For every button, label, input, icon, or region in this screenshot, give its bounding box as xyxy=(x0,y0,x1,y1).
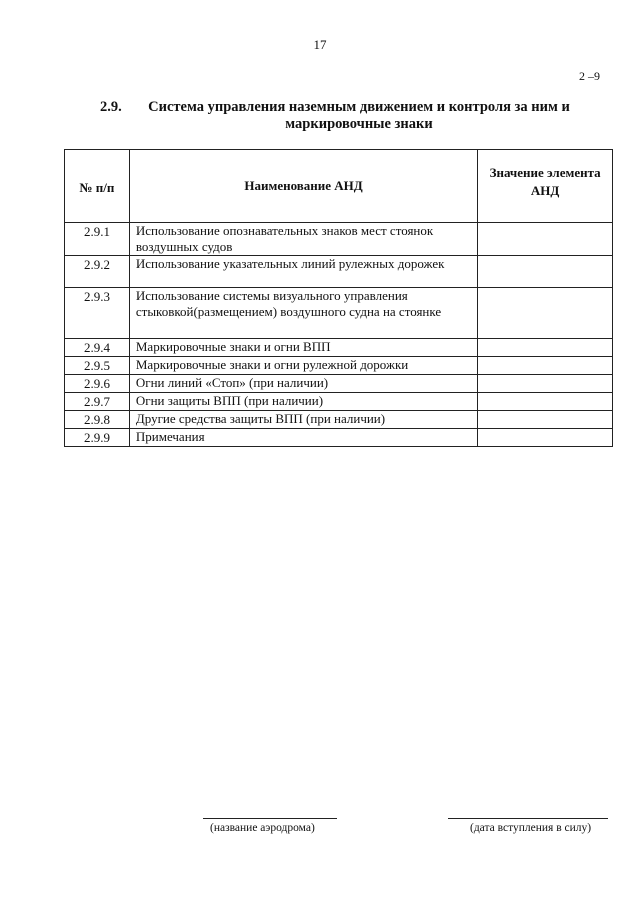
row-name: Маркировочные знаки и огни рулежной дорожки xyxy=(129,357,477,375)
row-name: Огни защиты ВПП (при наличии) xyxy=(129,393,477,411)
section-number: 2.9. xyxy=(100,99,122,115)
effective-date-label: (дата вступления в силу) xyxy=(470,822,592,834)
row-number: 2.9.5 xyxy=(65,357,130,375)
row-value xyxy=(478,429,613,447)
row-number: 2.9.7 xyxy=(65,393,130,411)
table-row xyxy=(65,429,613,447)
table-row xyxy=(65,223,613,256)
row-value xyxy=(478,339,613,357)
row-number: 2.9.6 xyxy=(65,375,130,393)
aerodrome-label: (название аэродрома) xyxy=(210,822,315,834)
row-number: 2.9.2 xyxy=(65,256,130,288)
row-value xyxy=(478,256,613,288)
section-heading xyxy=(100,99,590,133)
row-name: Огни линий «Стоп» (при наличии) xyxy=(129,375,477,393)
aerodrome-signature-line xyxy=(203,818,337,819)
row-value xyxy=(478,411,613,429)
table-row xyxy=(65,393,613,411)
table-row xyxy=(65,411,613,429)
row-number: 2.9.1 xyxy=(65,223,130,256)
table-row xyxy=(65,339,613,357)
header-name: Наименование АНД xyxy=(129,150,477,223)
section-title: Система управления наземным движением и контроля за ним и маркировочные знаки xyxy=(148,99,570,132)
row-number: 2.9.4 xyxy=(65,339,130,357)
header-number: № п/п xyxy=(65,150,130,223)
row-number: 2.9.3 xyxy=(65,288,130,339)
row-name: Использование опознавательных знаков мест стоянок воздушных судов xyxy=(129,223,477,256)
row-value xyxy=(478,223,613,256)
table-row xyxy=(65,375,613,393)
row-name: Другие средства защиты ВПП (при наличии) xyxy=(129,411,477,429)
row-name: Использование указательных линий рулежных дорожек xyxy=(129,256,477,288)
row-value xyxy=(478,288,613,339)
row-name: Маркировочные знаки и огни ВПП xyxy=(129,339,477,357)
page-number: 17 xyxy=(313,37,327,52)
table-row xyxy=(65,357,613,375)
row-value xyxy=(478,375,613,393)
row-number: 2.9.8 xyxy=(65,411,130,429)
table-header-row xyxy=(65,150,613,223)
page-code: 2 –9 xyxy=(579,69,600,83)
date-signature-line xyxy=(448,818,608,819)
table-row xyxy=(65,256,613,288)
header-value: Значение элемента АНД xyxy=(478,150,613,223)
row-name: Использование системы визуального управления стыковкой(размещением) воздушного судна на стоянке xyxy=(129,288,477,339)
row-value xyxy=(478,393,613,411)
row-name: Примечания xyxy=(129,429,477,447)
table-row xyxy=(65,288,613,339)
and-table xyxy=(64,149,613,447)
row-number: 2.9.9 xyxy=(65,429,130,447)
row-value xyxy=(478,357,613,375)
